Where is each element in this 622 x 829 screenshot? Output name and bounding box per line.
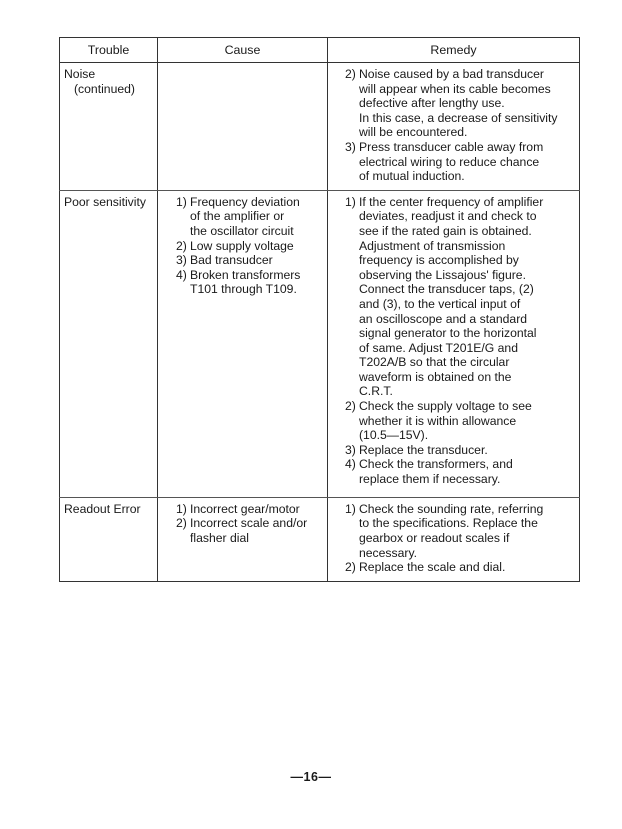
trouble-cell <box>60 63 158 191</box>
trouble-cell <box>60 190 158 497</box>
cause-cell <box>158 497 328 581</box>
remedy-item-line: If the center frequency of amplifier <box>359 194 544 209</box>
remedy-cell <box>328 190 580 497</box>
remedy-item-number: 2) <box>345 399 356 414</box>
remedy-item-line: of same. Adjust T201E/G and <box>359 340 518 355</box>
cause-item-line: Bad transudcer <box>190 253 273 268</box>
cause-cell <box>158 190 328 497</box>
cause-item-number: 4) <box>176 267 187 282</box>
cause-item-number: 1) <box>176 194 187 209</box>
cause-item-line: of the amplifier or <box>190 209 285 224</box>
trouble-text: Readout Error <box>64 501 141 516</box>
table-row <box>60 63 580 191</box>
remedy-item-line: (10.5—15V). <box>359 428 429 443</box>
remedy-item <box>345 560 573 575</box>
cause-item <box>176 516 323 545</box>
remedy-item-line: In this case, a decrease of sensitivity <box>359 110 558 125</box>
remedy-item <box>345 457 573 486</box>
remedy-item-number: 4) <box>345 457 356 472</box>
remedy-item-line: defective after lengthy use. <box>359 96 505 111</box>
remedy-item-line: whether it is within allowance <box>359 413 517 428</box>
remedy-item-line: and (3), to the vertical input of <box>359 296 521 311</box>
remedy-item-line: observing the Lissajous' figure. <box>359 267 526 282</box>
remedy-item-line: necessary. <box>359 545 418 560</box>
table-header-row <box>60 38 580 63</box>
remedy-item-line: C.R.T. <box>359 384 393 399</box>
cause-item-number: 2) <box>176 516 187 531</box>
remedy-item-line: Replace the scale and dial. <box>359 560 506 575</box>
remedy-item-line: of mutual induction. <box>359 169 465 184</box>
remedy-item-line: gearbox or readout scales if <box>359 530 510 545</box>
remedy-item-line: Press transducer cable away from <box>359 139 544 154</box>
remedy-item-number: 1) <box>345 501 356 516</box>
remedy-cell <box>328 497 580 581</box>
header-trouble: Trouble <box>60 38 158 63</box>
cause-item-line: Incorrect gear/motor <box>190 501 300 516</box>
troubleshooting-table <box>59 37 580 582</box>
cause-item <box>176 239 323 254</box>
remedy-item-line: waveform is obtained on the <box>359 369 512 384</box>
remedy-item-line: deviates, readjust it and check to <box>359 209 537 224</box>
remedy-item-number: 2) <box>345 67 356 81</box>
trouble-text: Noise <box>64 67 96 81</box>
remedy-item-line: will appear when its cable becomes <box>359 81 551 96</box>
remedy-item-number: 2) <box>345 560 356 575</box>
remedy-item-line: replace them if necessary. <box>359 472 501 487</box>
header-cause: Cause <box>158 38 328 63</box>
page-number: —16— <box>290 770 332 784</box>
remedy-item-line: Adjustment of transmission <box>359 238 506 253</box>
cause-item-line: flasher dial <box>190 530 249 545</box>
cause-item-number: 3) <box>176 253 187 268</box>
remedy-item <box>345 67 573 140</box>
cause-item-line: T101 through T109. <box>190 282 297 297</box>
cause-item-line: Broken transformers <box>190 267 301 282</box>
remedy-item-line: Replace the transducer. <box>359 442 488 457</box>
cause-item <box>176 253 323 268</box>
remedy-item-line: Check the sounding rate, referring <box>359 501 544 516</box>
cause-item-number: 1) <box>176 501 187 516</box>
trouble-text: Poor sensitivity <box>64 194 146 209</box>
cause-cell <box>158 63 328 191</box>
remedy-item-number: 1) <box>345 194 356 209</box>
cause-item <box>176 268 323 297</box>
remedy-item <box>345 502 573 560</box>
remedy-item-line: signal generator to the horizontal <box>359 326 537 341</box>
remedy-item-line: Check the supply voltage to see <box>359 399 532 414</box>
cause-item-line: the oscillator circuit <box>190 223 294 238</box>
remedy-item-line: an oscilloscope and a standard <box>359 311 528 326</box>
cause-item <box>176 502 323 517</box>
remedy-item-number: 3) <box>345 139 356 154</box>
header-remedy: Remedy <box>328 38 580 63</box>
cause-item <box>176 195 323 239</box>
remedy-item-line: Connect the transducer taps, (2) <box>359 282 534 297</box>
remedy-item <box>345 140 573 184</box>
trouble-cell <box>60 497 158 581</box>
remedy-item-line: Check the transformers, and <box>359 457 513 472</box>
remedy-item <box>345 443 573 458</box>
cause-item-line: Incorrect scale and/or <box>190 516 308 531</box>
trouble-text: (continued) <box>74 81 135 96</box>
cause-item-number: 2) <box>176 238 187 253</box>
remedy-cell <box>328 63 580 191</box>
remedy-item-line: electrical wiring to reduce chance <box>359 154 540 169</box>
cause-item-line: Frequency deviation <box>190 194 300 209</box>
table-row <box>60 190 580 497</box>
remedy-item <box>345 399 573 443</box>
remedy-item-line: see if the rated gain is obtained. <box>359 223 532 238</box>
remedy-item-number: 3) <box>345 442 356 457</box>
remedy-item-line: to the specifications. Replace the <box>359 516 538 531</box>
remedy-item-line: frequency is accomplished by <box>359 253 519 268</box>
remedy-item-line: Noise caused by a bad transducer <box>359 67 544 81</box>
remedy-item-line: will be encountered. <box>359 125 468 140</box>
table-row <box>60 497 580 581</box>
cause-item-line: Low supply voltage <box>190 238 294 253</box>
remedy-item-line: T202A/B so that the circular <box>359 355 510 370</box>
remedy-item <box>345 195 573 399</box>
